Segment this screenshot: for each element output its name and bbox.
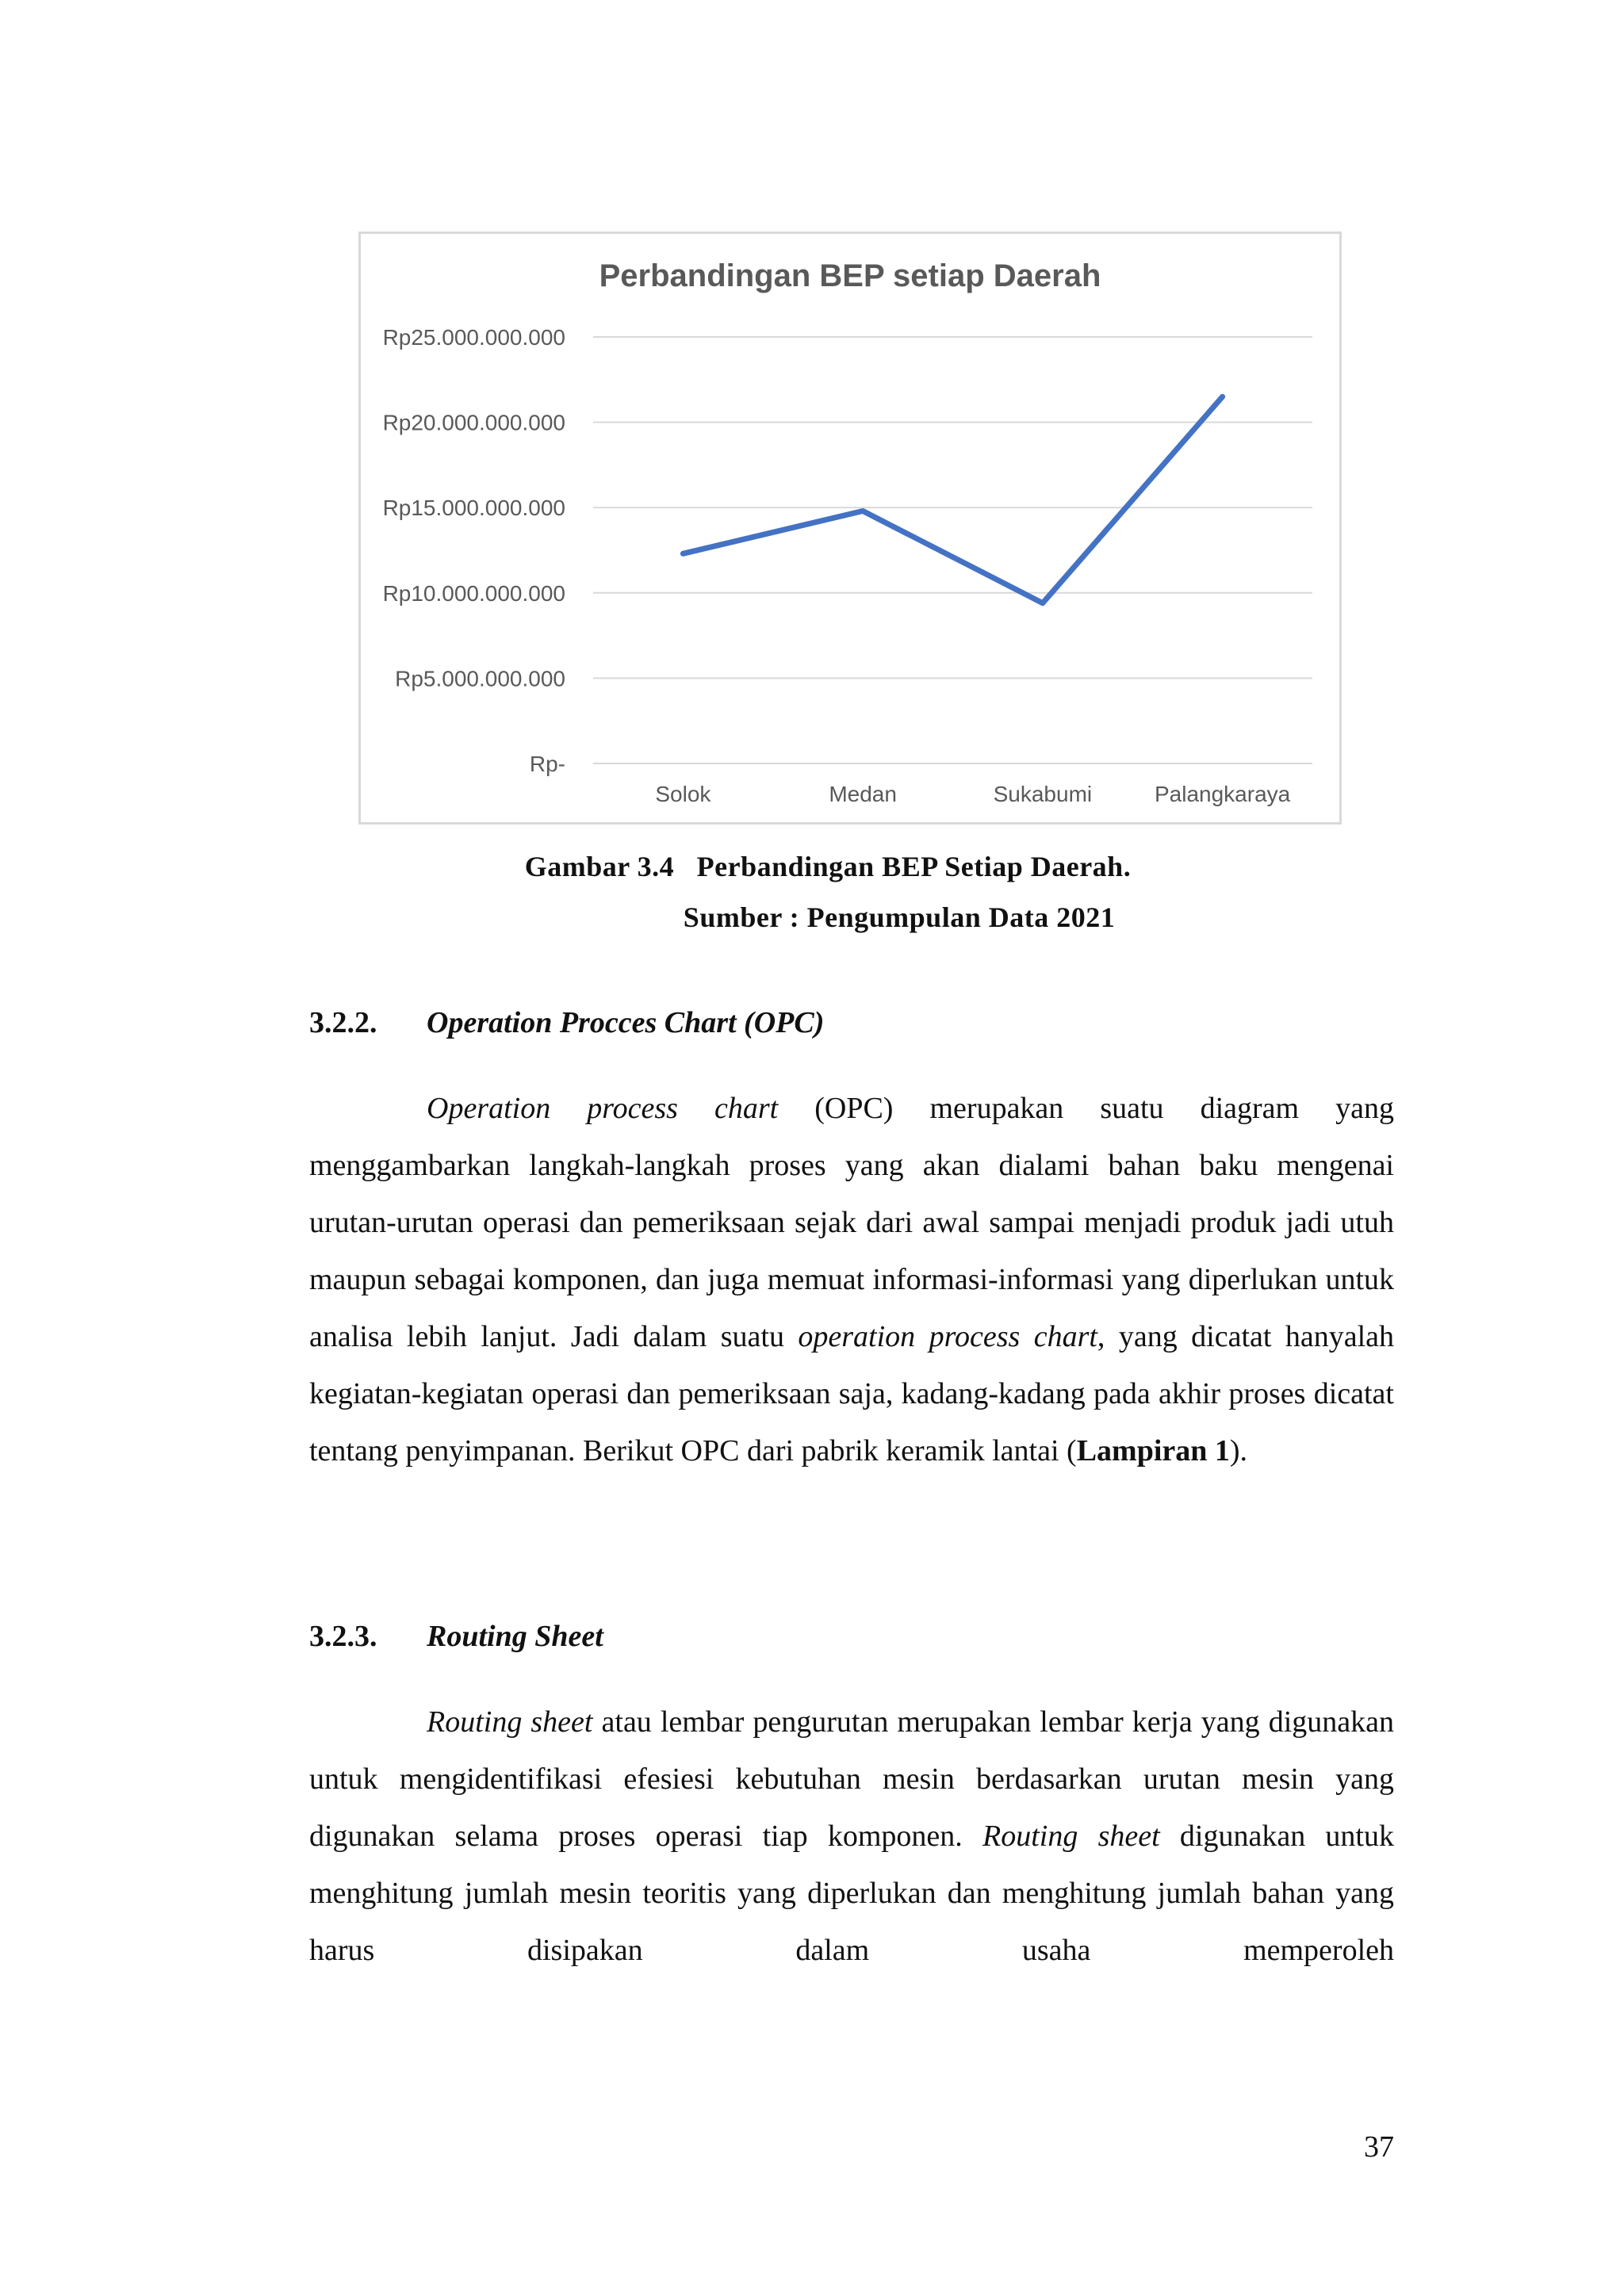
chart-series: [683, 396, 1222, 603]
y-tick-label: Rp-: [529, 752, 565, 776]
figure-caption: Gambar 3.4 Perbandingan BEP Setiap Daerah.: [524, 851, 1132, 882]
y-tick-label: Rp5.000.000.000: [395, 666, 565, 691]
chart-y-axis: [383, 325, 565, 776]
page-number: 37: [1364, 2130, 1394, 2164]
paragraph-opc: [309, 1080, 1394, 1479]
chart-title: Perbandingan BEP setiap Daerah: [599, 258, 1101, 293]
paragraph-text: (OPC) merupakan suatu diagram yang menggambarkan langkah-langkah proses yang akan dialami bahan baku mengenai urutan-urutan operasi dan pemeriksaan sejak dari awal sampai menjadi produk jadi utuh maupun sebagai komponen, dan juga memuat informasi-informasi yang diperlukan untuk analisa lebih lanjut. Jadi dalam suatu: [309, 1092, 1394, 1353]
x-category-label: Palangkaraya: [1155, 782, 1291, 806]
section-title: Routing Sheet: [427, 1620, 603, 1653]
paragraph-text: ).: [1229, 1434, 1248, 1468]
y-tick-label: Rp20.000.000.000: [382, 410, 565, 435]
section-number: 3.2.2.: [309, 1006, 377, 1039]
y-tick-label: Rp25.000.000.000: [382, 325, 565, 350]
bep-chart: [358, 232, 1342, 825]
term-italic: Routing sheet: [982, 1820, 1160, 1853]
figure-source: Sumber : Pengumpulan Data 2021: [683, 901, 1116, 933]
term-italic: Routing sheet: [427, 1705, 593, 1739]
paragraph-text: digunakan untuk menghitung jumlah mesin teoritis yang diperlukan dan menghitung jumlah bahan yang harus disipakan dalam usaha memperoleh: [309, 1820, 1394, 1967]
paragraph-routing: [309, 1693, 1394, 1979]
appendix-reference: Lampiran 1: [1076, 1434, 1230, 1468]
term-italic: Operation process chart: [427, 1092, 779, 1125]
x-category-label: Medan: [829, 782, 897, 806]
paragraph-text: atau lembar pengurutan merupakan lembar kerja yang digunakan untuk mengidentifikasi efesiesi kebutuhan mesin berdasarkan urutan mesin yang digunakan selama proses operasi tiap komponen.: [309, 1705, 1395, 1853]
y-tick-label: Rp10.000.000.000: [382, 580, 565, 606]
chart-canvas: [361, 234, 1339, 822]
paragraph-text: , yang dicatat hanyalah kegiatan-kegiatan operasi dan pemeriksaan saja, kadang-kadang pada akhir proses dicatat tentang penyimpanan. Berikut OPC dari pabrik keramik lantai (: [309, 1320, 1395, 1468]
series-line: [683, 396, 1222, 603]
y-tick-label: Rp15.000.000.000: [382, 496, 565, 521]
chart-x-axis: [655, 782, 1290, 806]
term-italic: operation process chart: [798, 1320, 1097, 1353]
x-category-label: Solok: [655, 782, 711, 806]
section-number: 3.2.3.: [309, 1620, 377, 1653]
x-category-label: Sukabumi: [993, 782, 1093, 806]
section-title: Operation Procces Chart (OPC): [427, 1006, 825, 1039]
